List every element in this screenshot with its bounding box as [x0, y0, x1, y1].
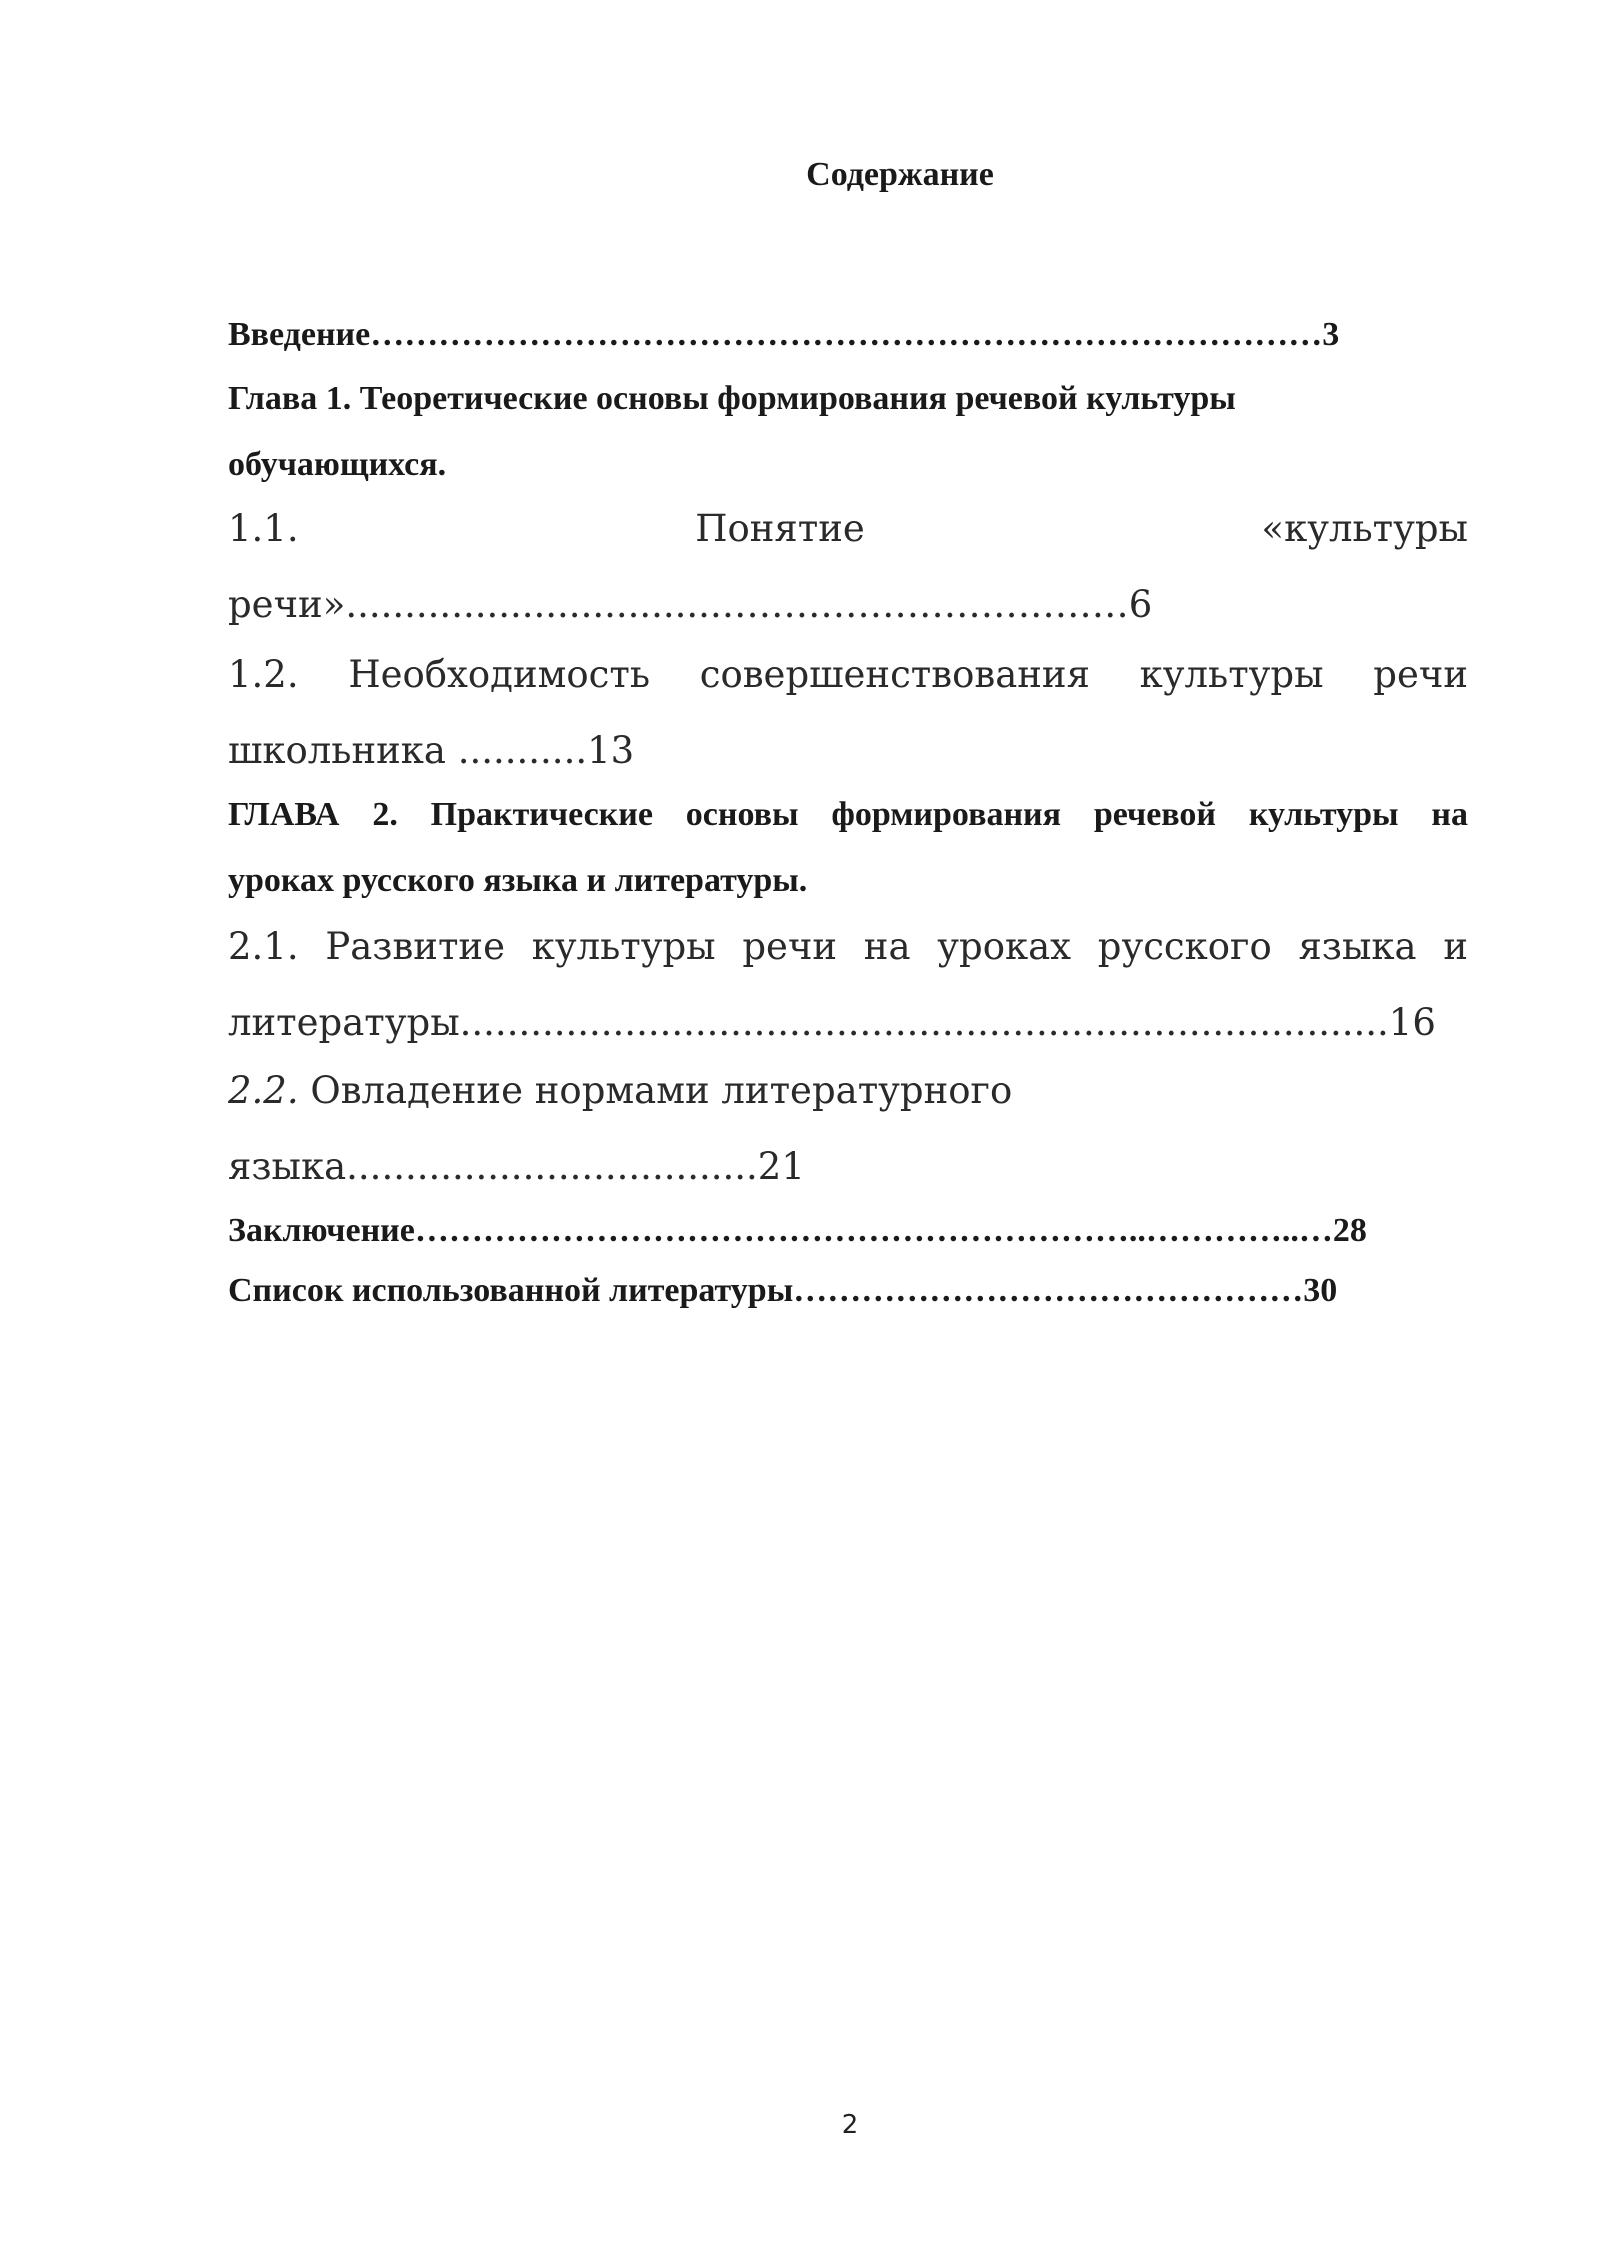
- toc-entry-bibliography: Список использованной литературы………………………………………30: [228, 1272, 1338, 1309]
- toc-chapter1-title-line1: Глава 1. Теоретические основы формирования речевой культуры: [228, 380, 1236, 417]
- toc-section-2-1-line1: 2.1. Развитие культуры речи на уроках русского языка и: [228, 925, 1468, 968]
- toc-section-1-1-line1: 1.1. Понятие «культуры: [228, 507, 1468, 550]
- toc-section-2-1-line2: литературы...............................................................................16: [228, 1001, 1436, 1044]
- toc-entry-conclusion: Заключение………………………………………………………..…………..…28: [228, 1212, 1367, 1249]
- toc-section-1-2-line2: школьника ...........13: [228, 729, 635, 772]
- toc-section-2-2-line2: языка...................................21: [228, 1145, 805, 1188]
- toc-section-1-1-line2: речи»................................……………………………6: [228, 583, 1153, 626]
- toc-section-1-2-line1: 1.2. Необходимость совершенствования культуры речи: [228, 653, 1468, 696]
- toc-chapter1-title-line2: обучающихся.: [228, 446, 447, 483]
- toc-section-2-2-title: Овладение нормами литературного: [298, 1069, 1013, 1112]
- toc-chapter2-title-line1: ГЛАВА 2. Практические основы формирования речевой культуры на: [228, 796, 1468, 833]
- toc-section-2-2-line1: [228, 1059, 1468, 1123]
- toc-chapter2-title-line2: уроках русского языка и литературы.: [228, 862, 808, 899]
- toc-entry-intro: Введение…………………………………………………………………………3: [228, 316, 1340, 353]
- document-title: Содержание: [806, 156, 994, 193]
- toc-section-2-2-number: 2.2.: [228, 1069, 299, 1112]
- page-number: 2: [841, 2110, 859, 2140]
